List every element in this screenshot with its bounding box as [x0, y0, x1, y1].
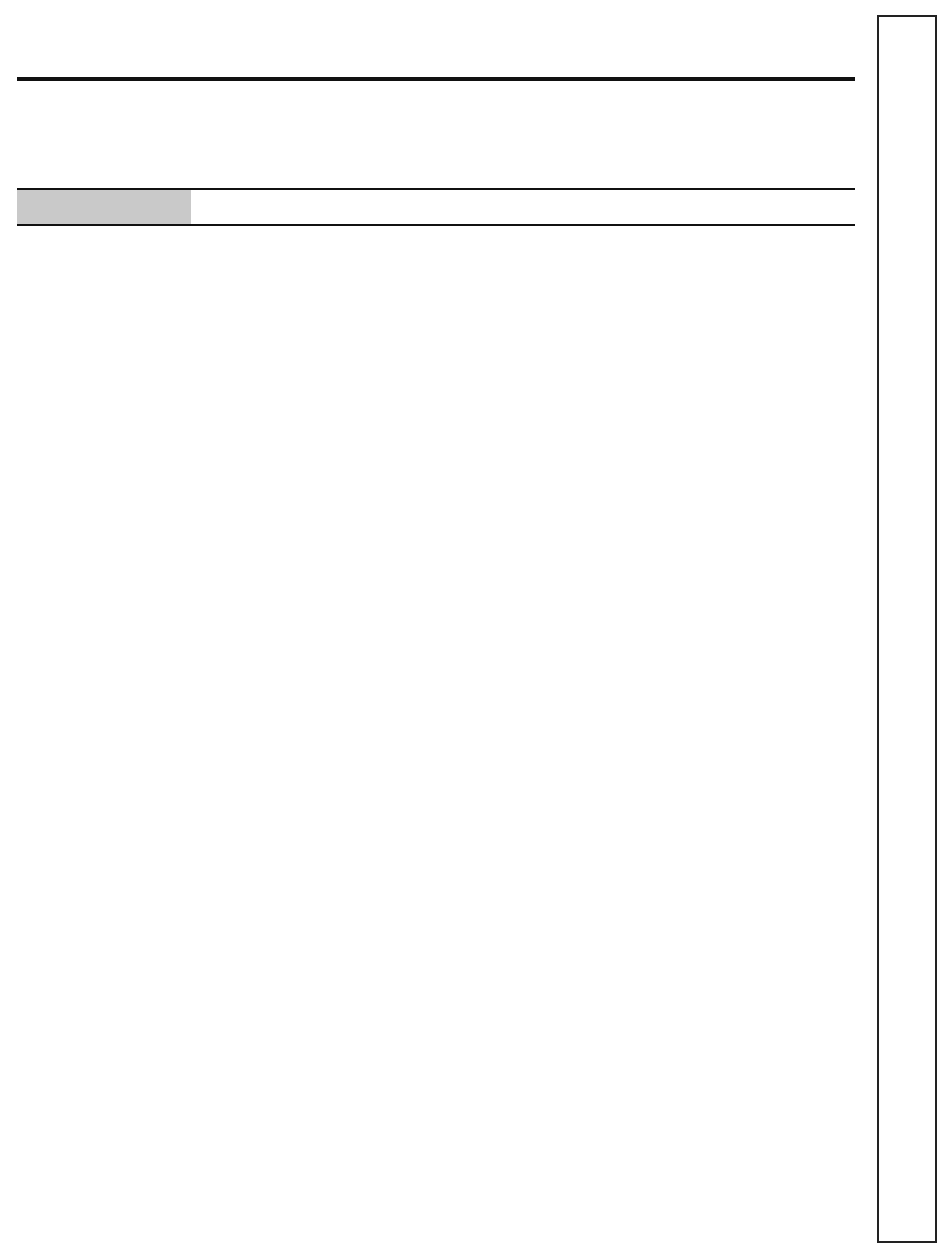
troubleshooting-table	[17, 188, 855, 226]
header-rule	[17, 77, 855, 81]
problem-header-shade	[17, 190, 191, 224]
section-tabs	[877, 15, 937, 1243]
table-header	[17, 188, 855, 226]
